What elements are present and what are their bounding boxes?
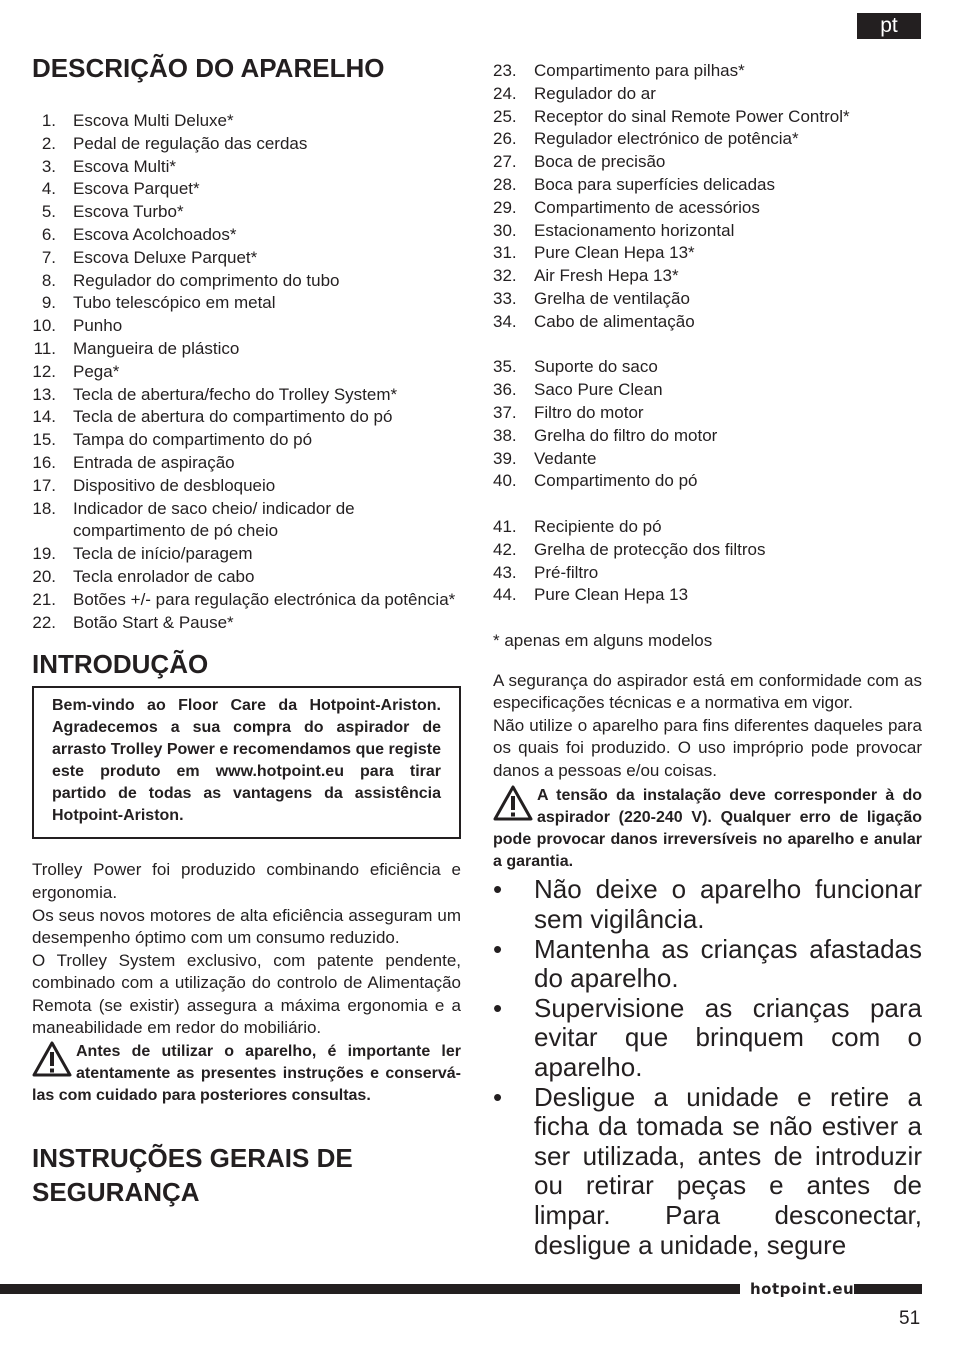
item-number: 1. xyxy=(41,111,56,130)
safety-warning xyxy=(493,785,922,873)
item-text: Tecla de abertura do compartimento do pó xyxy=(73,407,393,427)
item-number: 4. xyxy=(41,179,56,199)
list-item xyxy=(32,110,461,133)
item-number: 39. xyxy=(493,448,517,468)
list-item xyxy=(32,406,461,429)
list-item xyxy=(32,247,461,270)
item-text: Tecla de abertura/fecho do Trolley System* xyxy=(73,384,398,404)
list-item xyxy=(32,133,461,156)
item-number: 12. xyxy=(32,361,56,381)
list-item xyxy=(32,384,461,407)
item-text: Pré-filtro xyxy=(534,562,599,582)
item-text: Tubo telescópico em metal xyxy=(73,293,276,313)
list-item xyxy=(493,516,922,539)
item-text: Recipiente do pó xyxy=(534,516,662,536)
bullet-item xyxy=(493,994,922,1083)
item-number: 13. xyxy=(32,384,56,404)
list-item xyxy=(32,475,461,498)
item-number: 14. xyxy=(32,407,56,427)
description-title: DESCRIÇÃO DO APARELHO xyxy=(32,53,385,83)
item-number: 8. xyxy=(41,270,56,290)
item-number: 18. xyxy=(32,498,56,518)
item-text: Mangueira de plástico xyxy=(73,338,240,358)
item-text: Punho xyxy=(73,316,123,336)
item-number: 17. xyxy=(32,475,56,495)
item-number: 30. xyxy=(493,220,517,240)
bullet-icon: • xyxy=(493,1081,503,1112)
item-number: 41. xyxy=(493,516,517,536)
list-item xyxy=(32,315,461,338)
item-number: 16. xyxy=(32,452,56,472)
item-number: 31. xyxy=(493,243,517,263)
bullet-icon: • xyxy=(493,992,503,1023)
item-text: Grelha do filtro do motor xyxy=(534,425,718,445)
list-item xyxy=(493,311,922,334)
list-item xyxy=(32,361,461,384)
intro-warning-text: Antes de utilizar o aparelho, é importante ler atentamente as presentes instruções e conservá-las com cuidado para posteriores consultas. xyxy=(32,1043,461,1105)
item-text: Pure Clean Hepa 13* xyxy=(534,243,695,263)
item-number: 42. xyxy=(493,539,517,559)
item-text: Botões +/- para regulação electrónica da potência* xyxy=(73,589,456,609)
parts-list-right-2 xyxy=(493,356,922,493)
safety-warning-text: A tensão da instalação deve corresponder à do aspirador (220-240 V). Qualquer erro de ligação pode provocar danos irreversíveis no aparelho e anular a garantia. xyxy=(493,787,922,871)
item-text: Regulador do ar xyxy=(534,83,656,103)
bullet-text: Não deixe o aparelho funcionar sem vigilância. xyxy=(534,874,922,935)
item-number: 35. xyxy=(493,357,517,377)
item-text: Boca para superfícies delicadas xyxy=(534,174,775,194)
item-text: Cabo de alimentação xyxy=(534,311,695,331)
list-item xyxy=(32,543,461,566)
item-number: 36. xyxy=(493,380,517,400)
item-text: Compartimento de acessórios xyxy=(534,197,760,217)
item-number: 9. xyxy=(41,293,56,313)
list-item xyxy=(493,379,922,402)
item-number: 3. xyxy=(41,156,56,176)
safety-bullets xyxy=(493,875,922,1260)
list-item xyxy=(493,151,922,174)
item-text: Escova Deluxe Parquet* xyxy=(73,247,258,267)
item-text: Compartimento do pó xyxy=(534,471,698,491)
bullet-text: Supervisione as crianças para evitar que brinquem com o aparelho. xyxy=(534,992,922,1083)
item-text: Grelha de protecção dos filtros xyxy=(534,539,766,559)
bullet-item xyxy=(493,1083,922,1261)
item-text: Pedal de regulação das cerdas xyxy=(73,133,308,153)
footer-brand: hotpoint.eu xyxy=(750,1280,855,1298)
item-number: 20. xyxy=(32,566,56,586)
list-item xyxy=(32,612,461,635)
footer-bar xyxy=(854,1284,922,1294)
list-item xyxy=(493,448,922,471)
list-item xyxy=(493,174,922,197)
list-item xyxy=(493,220,922,243)
list-item xyxy=(32,292,461,315)
list-item xyxy=(32,429,461,452)
intro-warning xyxy=(32,1041,461,1107)
bullet-icon: • xyxy=(493,933,503,964)
item-number: 34. xyxy=(493,311,517,331)
safety-paragraph-2: Não utilize o aparelho para fins diferentes daqueles para os quais foi produzido. O uso impróprio pode provocar danos a pessoas e/ou coisas. xyxy=(493,715,922,780)
item-text: Filtro do motor xyxy=(534,402,644,422)
item-text: Tecla enrolador de cabo xyxy=(73,566,255,586)
item-text: Dispositivo de desbloqueio xyxy=(73,475,276,495)
intro-paragraph-2: Os seus novos motores de alta eficiência asseguram um desempenho óptimo com um consumo reduzido. xyxy=(32,905,461,948)
list-item xyxy=(32,178,461,201)
item-number: 21. xyxy=(32,589,56,609)
bullet-icon: • xyxy=(493,874,503,905)
item-text: Escova Parquet* xyxy=(73,179,200,199)
item-number: 2. xyxy=(41,133,56,153)
item-text: Regulador electrónico de potência* xyxy=(534,129,799,149)
list-item xyxy=(493,60,922,83)
warning-icon xyxy=(32,1041,72,1077)
item-text: Botão Start & Pause* xyxy=(73,612,234,632)
list-item xyxy=(32,498,461,544)
item-text: Tampa do compartimento do pó xyxy=(73,430,313,450)
item-number: 24. xyxy=(493,83,517,103)
item-number: 11. xyxy=(33,338,56,358)
footnote: * apenas em alguns modelos xyxy=(493,630,713,650)
footer-bar xyxy=(0,1284,740,1294)
item-text: Saco Pure Clean xyxy=(534,380,663,400)
list-item xyxy=(493,539,922,562)
item-text: Grelha de ventilação xyxy=(534,288,690,308)
parts-list-left xyxy=(32,110,461,634)
list-item xyxy=(32,338,461,361)
item-text: Vedante xyxy=(534,448,597,468)
item-text: Escova Multi* xyxy=(73,156,176,176)
item-text: Pega* xyxy=(73,361,120,381)
intro-title: INTRODUÇÃO xyxy=(32,649,209,680)
warning-icon xyxy=(493,785,533,821)
item-text: Compartimento para pilhas* xyxy=(534,61,745,80)
list-item xyxy=(32,201,461,224)
list-item xyxy=(32,224,461,247)
item-text: Escova Acolchoados* xyxy=(73,224,237,244)
item-text: Air Fresh Hepa 13* xyxy=(534,266,679,286)
list-item xyxy=(493,356,922,379)
list-item xyxy=(493,288,922,311)
item-number: 27. xyxy=(493,152,517,172)
item-text: Estacionamento horizontal xyxy=(534,220,735,240)
item-number: 38. xyxy=(493,425,517,445)
item-text: Escova Turbo* xyxy=(73,202,184,222)
item-text: Receptor do sinal Remote Power Control* xyxy=(534,106,850,126)
item-text: Regulador do comprimento do tubo xyxy=(73,270,340,290)
item-number: 37. xyxy=(493,402,517,422)
item-number: 28. xyxy=(493,174,517,194)
list-item xyxy=(493,106,922,129)
bullet-text: Desligue a unidade e retire a ficha da tomada se não estiver a ser utilizada, antes de introduzir ou retirar peças e antes de limpar. Para desconectar, desligue a unidade, segure xyxy=(534,1081,922,1260)
list-item xyxy=(493,584,922,607)
item-number: 22. xyxy=(32,612,56,632)
bullet-item xyxy=(493,935,922,994)
item-number: 40. xyxy=(493,471,517,491)
list-item xyxy=(493,83,922,106)
list-item xyxy=(493,562,922,585)
list-item xyxy=(493,470,922,493)
item-text: Suporte do saco xyxy=(534,357,658,377)
list-item xyxy=(493,265,922,288)
list-item xyxy=(493,197,922,220)
parts-list-right-1 xyxy=(493,60,922,334)
list-item xyxy=(32,452,461,475)
item-text: Entrada de aspiração xyxy=(73,452,235,472)
item-number: 15. xyxy=(32,430,56,450)
item-text: Tecla de início/paragem xyxy=(73,544,253,564)
page-number: 51 xyxy=(899,1308,921,1329)
intro-paragraph-1: Trolley Power foi produzido combinando eficiência e ergonomia. xyxy=(32,860,461,902)
safety-paragraph-1: A segurança do aspirador está em conformidade com as especificações técnicas e a normativa em vigor. xyxy=(493,670,922,713)
list-item xyxy=(493,402,922,425)
item-number: 25. xyxy=(493,106,517,126)
list-item xyxy=(32,566,461,589)
item-number: 26. xyxy=(493,129,517,149)
item-number: 6. xyxy=(41,224,56,244)
left-column xyxy=(32,52,461,1209)
item-number: 7. xyxy=(41,247,56,267)
item-text: Escova Multi Deluxe* xyxy=(73,111,234,130)
list-item xyxy=(32,270,461,293)
intro-box: Bem-vindo ao Floor Care da Hotpoint-Ariston. Agradecemos a sua compra do aspirador de arrasto Trolley Power e recomendamos que registe este produto em www.hotpoint.eu para tirar partido de todas as vantagens da assistência Hotpoint-Ariston. xyxy=(32,686,461,839)
list-item xyxy=(32,589,461,612)
safety-title: INSTRUÇÕES GERAIS DE SEGURANÇA xyxy=(32,1143,353,1208)
list-item xyxy=(493,242,922,265)
item-number: 44. xyxy=(493,585,517,605)
item-number: 5. xyxy=(41,202,56,222)
parts-list-right-3 xyxy=(493,516,922,607)
list-item xyxy=(32,156,461,179)
intro-paragraph-3: O Trolley System exclusivo, com patente pendente, combinado com a utilização do controlo de Alimentação Remota (se existir) assegura a máxima ergonomia e a maneabilidade em redor do mobiliário. xyxy=(32,950,461,1038)
item-text: Boca de precisão xyxy=(534,152,666,172)
item-text: Pure Clean Hepa 13 xyxy=(534,585,689,605)
item-text: Indicador de saco cheio/ indicador de compartimento de pó cheio xyxy=(73,498,355,541)
item-number: 29. xyxy=(493,197,517,217)
bullet-text: Mantenha as crianças afastadas do aparelho. xyxy=(534,933,922,994)
bullet-item xyxy=(493,875,922,934)
item-number: 19. xyxy=(32,544,56,564)
item-number: 43. xyxy=(493,562,517,582)
right-column xyxy=(493,60,922,1260)
item-number: 10. xyxy=(32,316,56,336)
list-item xyxy=(493,128,922,151)
item-number: 23. xyxy=(493,61,517,80)
item-number: 33. xyxy=(493,288,517,308)
item-number: 32. xyxy=(493,266,517,286)
language-tab: pt xyxy=(857,13,921,39)
list-item xyxy=(493,425,922,448)
